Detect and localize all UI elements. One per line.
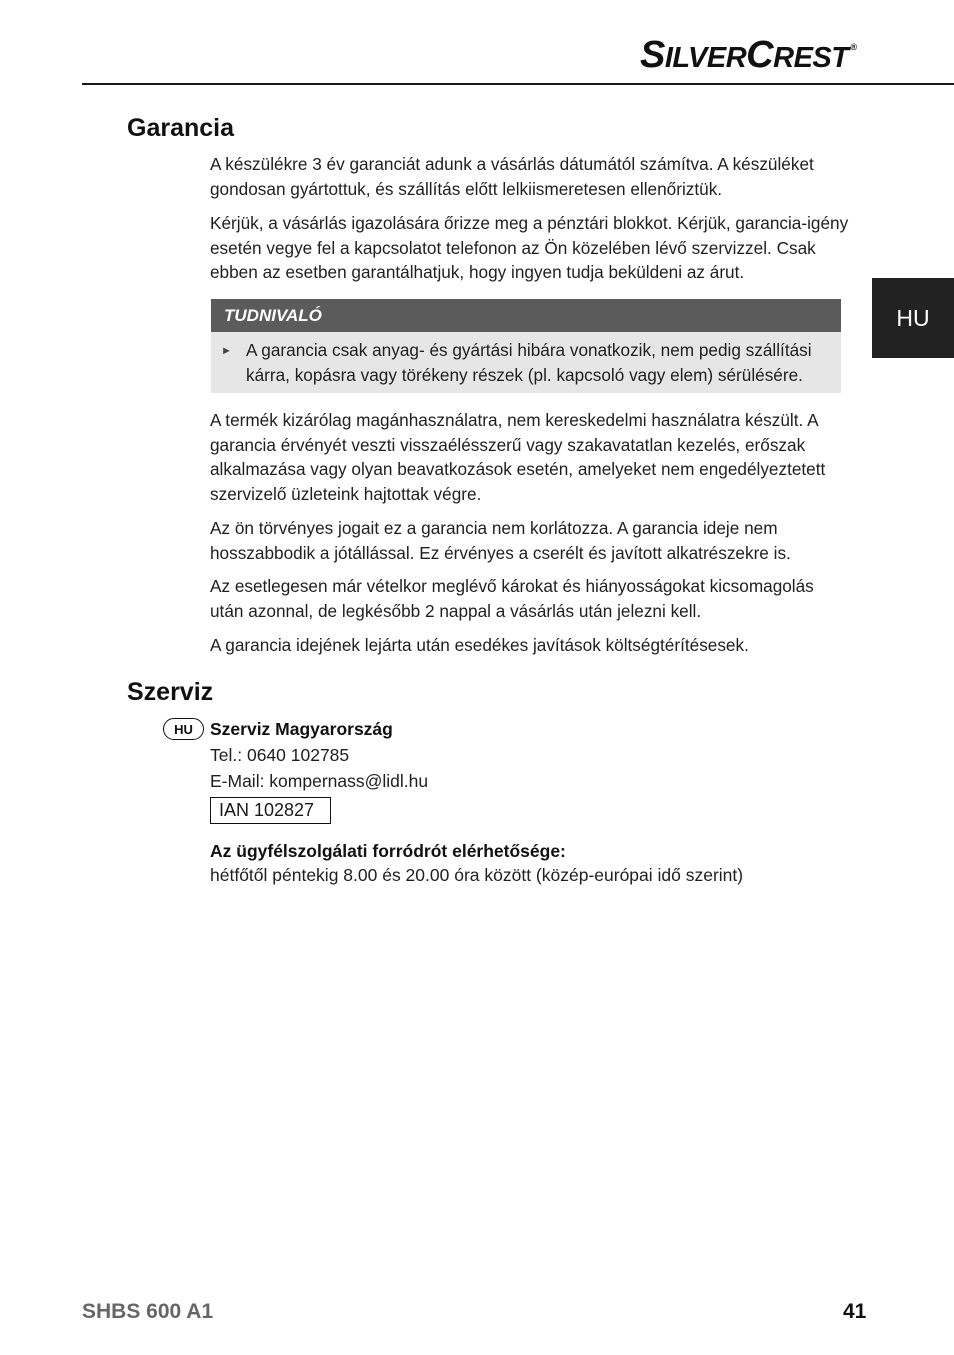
garancia-heading: Garancia xyxy=(127,114,235,142)
silvercrest-logo xyxy=(640,34,857,77)
hotline-hours-label: Az ügyfélszolgálati forródrót elérhetősége: xyxy=(210,841,566,861)
ian-number: IAN 102827 xyxy=(219,800,315,820)
garancia-paragraph-2: Kérjük, a vásárlás igazolására őrizze meg a pénztári blokkot. Kérjük, garancia-igény esetén vegye fel a kapcsolatot telefonon az Ön közelében lévő szervizzel. Csak ebben az esetben garantálhatjuk, hogy ingyen tudja beküldeni az árut. xyxy=(210,213,849,282)
service-phone: Tel.: 0640 102785 xyxy=(210,745,350,765)
footer-model: SHBS 600 A1 xyxy=(82,1300,214,1323)
hotline-hours: hétfőtől péntekig 8.00 és 20.00 óra között (közép-európai idő szerint) xyxy=(210,865,744,885)
registered-mark: ® xyxy=(850,42,857,52)
header-divider xyxy=(82,83,954,85)
garancia-paragraph-3: A termék kizárólag magánhasználatra, nem kereskedelmi használatra készült. A garancia érvényét veszti visszaélésszerű vagy szakavatatlan kezelés, erőszak alkalmazása vagy olyan beavatkozások esetén, amelyeket nem engedélyeztetett szervizelő üzleteink hajtottak végre. xyxy=(210,410,826,504)
bullet-arrow-icon: ► xyxy=(221,345,232,357)
garancia-paragraph-5: Az esetlegesen már vételkor meglévő károkat és hiányosságokat kicsomagolás után azonnal, de legkésőbb 2 nappal a vásárlás után jelezni kell. xyxy=(210,576,814,621)
garancia-paragraph-4: Az ön törvényes jogait ez a garancia nem korlátozza. A garancia ideje nem hosszabbodik a jótállással. Ez érvényes a cserélt és javított alkatrészekre is. xyxy=(210,518,791,563)
szerviz-heading: Szerviz xyxy=(127,678,214,706)
ian-box xyxy=(210,797,331,824)
garancia-paragraph-1: A készülékre 3 év garanciát adunk a vásárlás dátumától számítva. A készüléket gondosan gyártottuk, és szállítás előtt lelkiismeretesen ellenőriztük. xyxy=(210,154,814,199)
page-number: 41 xyxy=(843,1300,867,1323)
notice-label: TUDNIVALÓ xyxy=(211,299,841,332)
language-tab: HU xyxy=(872,278,954,358)
logo-letter: S xyxy=(640,34,665,76)
notice-text: A garancia csak anyag- és gyártási hibára vonatkozik, nem pedig szállítási kárra, kopásra vagy törékeny részek (pl. kapcsoló vagy elem) sérülésére. xyxy=(246,340,812,385)
logo-letters: ILVER xyxy=(664,42,747,74)
service-email: E-Mail: kompernass@lidl.hu xyxy=(210,771,429,791)
notice-box xyxy=(211,299,841,393)
country-badge: HU xyxy=(163,718,204,740)
service-name: Szerviz Magyarország xyxy=(210,719,393,739)
logo-letters: REST xyxy=(773,42,849,74)
logo-letter: C xyxy=(746,34,774,76)
garancia-paragraph-6: A garancia idejének lejárta után esedékes javítások költségtérítésesek. xyxy=(210,635,749,655)
